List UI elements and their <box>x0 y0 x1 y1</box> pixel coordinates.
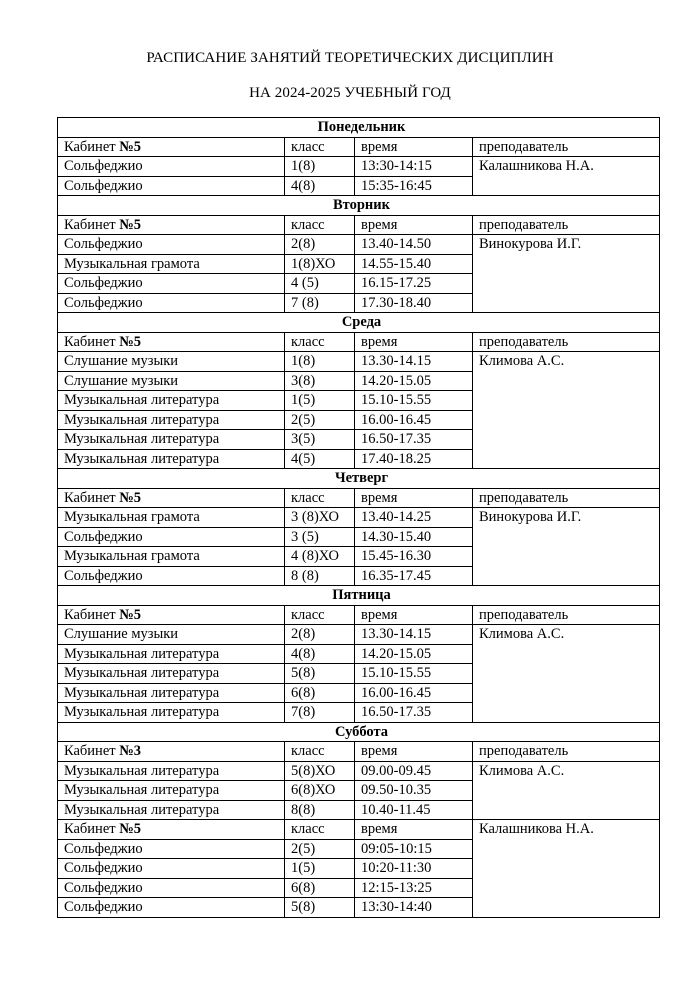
subject-cell: Сольфеджио <box>58 566 285 586</box>
time-cell: 13:30-14:40 <box>355 898 473 918</box>
block-header-row <box>58 332 660 352</box>
time-cell: 15:35-16:45 <box>355 176 473 196</box>
class-header: класс <box>285 742 355 762</box>
lesson-row <box>58 352 660 372</box>
class-cell: 4(8) <box>285 644 355 664</box>
teacher-cell: Климова А.С. <box>473 625 660 723</box>
subject-cell: Музыкальная литература <box>58 430 285 450</box>
class-cell: 7 (8) <box>285 293 355 313</box>
day-name: Понедельник <box>58 118 660 138</box>
time-cell: 14.30-15.40 <box>355 527 473 547</box>
subject-cell: Музыкальная грамота <box>58 254 285 274</box>
time-header: время <box>355 332 473 352</box>
block-header-row <box>58 488 660 508</box>
time-header: время <box>355 742 473 762</box>
class-cell: 5(8) <box>285 664 355 684</box>
block-header-row <box>58 605 660 625</box>
teacher-header: преподаватель <box>473 605 660 625</box>
class-cell: 1(8)ХО <box>285 254 355 274</box>
room-prefix: Кабинет <box>64 821 120 837</box>
subject-cell: Сольфеджио <box>58 274 285 294</box>
lesson-row <box>58 625 660 645</box>
time-cell: 16.50-17.35 <box>355 703 473 723</box>
subject-cell: Сольфеджио <box>58 878 285 898</box>
class-cell: 1(8) <box>285 352 355 372</box>
room-cell <box>58 605 285 625</box>
time-cell: 13:30-14:15 <box>355 157 473 177</box>
class-cell: 6(8) <box>285 683 355 703</box>
class-cell: 1(8) <box>285 157 355 177</box>
day-name: Четверг <box>58 469 660 489</box>
teacher-cell: Климова А.С. <box>473 352 660 469</box>
time-cell: 12:15-13:25 <box>355 878 473 898</box>
schedule-table <box>57 117 660 918</box>
page-title: РАСПИСАНИЕ ЗАНЯТИЙ ТЕОРЕТИЧЕСКИХ ДИСЦИПЛИН <box>146 50 554 66</box>
block-header-row <box>58 137 660 157</box>
room-cell <box>58 820 285 840</box>
time-cell: 09.50-10.35 <box>355 781 473 801</box>
subject-cell: Музыкальная литература <box>58 410 285 430</box>
time-cell: 10:20-11:30 <box>355 859 473 879</box>
room-cell <box>58 137 285 157</box>
subject-cell: Сольфеджио <box>58 176 285 196</box>
time-cell: 09.00-09.45 <box>355 761 473 781</box>
subject-cell: Слушание музыки <box>58 625 285 645</box>
class-cell: 4 (5) <box>285 274 355 294</box>
block-header-row <box>58 820 660 840</box>
time-cell: 14.20-15.05 <box>355 371 473 391</box>
day-name: Суббота <box>58 722 660 742</box>
block-header-row <box>58 742 660 762</box>
subject-cell: Музыкальная литература <box>58 761 285 781</box>
subject-cell: Музыкальная литература <box>58 703 285 723</box>
subject-cell: Сольфеджио <box>58 293 285 313</box>
subject-cell: Музыкальная грамота <box>58 547 285 567</box>
room-prefix: Кабинет <box>64 489 120 506</box>
class-cell: 3 (5) <box>285 527 355 547</box>
time-cell: 17.40-18.25 <box>355 449 473 469</box>
time-cell: 16.35-17.45 <box>355 566 473 586</box>
room-number: №5 <box>119 138 142 155</box>
time-header: время <box>355 137 473 157</box>
class-header: класс <box>285 605 355 625</box>
room-number: №5 <box>119 489 142 506</box>
class-cell: 3(8) <box>285 371 355 391</box>
time-cell: 16.50-17.35 <box>355 430 473 450</box>
subject-cell: Музыкальная литература <box>58 449 285 469</box>
time-cell: 13.40-14.25 <box>355 508 473 528</box>
teacher-header: преподаватель <box>473 215 660 235</box>
room-cell <box>58 332 285 352</box>
time-cell: 13.30-14.15 <box>355 625 473 645</box>
class-cell: 7(8) <box>285 703 355 723</box>
class-cell: 4(8) <box>285 176 355 196</box>
class-cell: 4(5) <box>285 449 355 469</box>
room-cell <box>58 742 285 762</box>
class-cell: 5(8) <box>285 898 355 918</box>
room-prefix: Кабинет <box>64 606 120 623</box>
teacher-header: преподаватель <box>473 488 660 508</box>
time-cell: 13.40-14.50 <box>355 235 473 255</box>
class-cell: 2(8) <box>285 625 355 645</box>
subject-cell: Слушание музыки <box>58 371 285 391</box>
class-cell: 1(5) <box>285 391 355 411</box>
room-number: №5 <box>119 333 142 350</box>
subject-cell: Сольфеджио <box>58 235 285 255</box>
time-cell: 17.30-18.40 <box>355 293 473 313</box>
lesson-row <box>58 235 660 255</box>
room-prefix: Кабинет <box>64 333 120 350</box>
class-cell: 2(5) <box>285 839 355 859</box>
room-number: №5 <box>119 216 142 233</box>
day-row <box>58 118 660 138</box>
class-cell: 2(8) <box>285 235 355 255</box>
subject-cell: Слушание музыки <box>58 352 285 372</box>
subject-cell: Музыкальная литература <box>58 664 285 684</box>
day-row <box>58 196 660 216</box>
teacher-cell: Калашникова Н.А. <box>473 820 660 918</box>
teacher-cell: Климова А.С. <box>473 761 660 820</box>
class-cell: 1(5) <box>285 859 355 879</box>
teacher-cell: Винокурова И.Г. <box>473 235 660 313</box>
class-cell: 6(8)ХО <box>285 781 355 801</box>
page-subtitle: НА 2024-2025 УЧЕБНЫЙ ГОД <box>249 85 451 101</box>
subject-cell: Музыкальная литература <box>58 644 285 664</box>
subject-cell: Музыкальная литература <box>58 683 285 703</box>
subject-cell: Музыкальная литература <box>58 781 285 801</box>
teacher-cell: Винокурова И.Г. <box>473 508 660 586</box>
subject-cell: Сольфеджио <box>58 839 285 859</box>
teacher-header: преподаватель <box>473 742 660 762</box>
room-number: №5 <box>119 821 142 837</box>
time-cell: 16.15-17.25 <box>355 274 473 294</box>
class-header: класс <box>285 488 355 508</box>
subject-cell: Сольфеджио <box>58 859 285 879</box>
subject-cell: Музыкальная грамота <box>58 508 285 528</box>
time-cell: 15.45-16.30 <box>355 547 473 567</box>
lesson-row <box>58 157 660 177</box>
subject-cell: Музыкальная литература <box>58 800 285 820</box>
room-cell <box>58 488 285 508</box>
time-cell: 15.10-15.55 <box>355 664 473 684</box>
time-cell: 16.00-16.45 <box>355 410 473 430</box>
class-cell: 3 (8)ХО <box>285 508 355 528</box>
class-header: класс <box>285 820 355 840</box>
time-header: время <box>355 215 473 235</box>
time-cell: 14.20-15.05 <box>355 644 473 664</box>
day-name: Пятница <box>58 586 660 606</box>
time-cell: 15.10-15.55 <box>355 391 473 411</box>
room-number: №5 <box>119 606 142 623</box>
class-header: класс <box>285 215 355 235</box>
time-cell: 14.55-15.40 <box>355 254 473 274</box>
lesson-row <box>58 508 660 528</box>
time-cell: 09:05-10:15 <box>355 839 473 859</box>
room-cell <box>58 215 285 235</box>
class-cell: 6(8) <box>285 878 355 898</box>
teacher-cell: Калашникова Н.А. <box>473 157 660 196</box>
teacher-header: преподаватель <box>473 137 660 157</box>
day-row <box>58 722 660 742</box>
class-header: класс <box>285 332 355 352</box>
day-name: Среда <box>58 313 660 333</box>
room-number: №3 <box>119 743 142 759</box>
day-row <box>58 469 660 489</box>
class-cell: 2(5) <box>285 410 355 430</box>
day-name: Вторник <box>58 196 660 216</box>
room-prefix: Кабинет <box>64 743 120 759</box>
class-cell: 5(8)ХО <box>285 761 355 781</box>
room-prefix: Кабинет <box>64 138 120 155</box>
time-header: время <box>355 820 473 840</box>
time-header: время <box>355 605 473 625</box>
subject-cell: Сольфеджио <box>58 527 285 547</box>
lesson-row <box>58 761 660 781</box>
class-cell: 8(8) <box>285 800 355 820</box>
class-cell: 8 (8) <box>285 566 355 586</box>
time-cell: 13.30-14.15 <box>355 352 473 372</box>
day-row <box>58 586 660 606</box>
time-cell: 16.00-16.45 <box>355 683 473 703</box>
subject-cell: Сольфеджио <box>58 898 285 918</box>
teacher-header: преподаватель <box>473 332 660 352</box>
room-prefix: Кабинет <box>64 216 120 233</box>
subject-cell: Музыкальная литература <box>58 391 285 411</box>
block-header-row <box>58 215 660 235</box>
time-cell: 10.40-11.45 <box>355 800 473 820</box>
class-cell: 4 (8)ХО <box>285 547 355 567</box>
subject-cell: Сольфеджио <box>58 157 285 177</box>
class-cell: 3(5) <box>285 430 355 450</box>
time-header: время <box>355 488 473 508</box>
day-row <box>58 313 660 333</box>
class-header: класс <box>285 137 355 157</box>
